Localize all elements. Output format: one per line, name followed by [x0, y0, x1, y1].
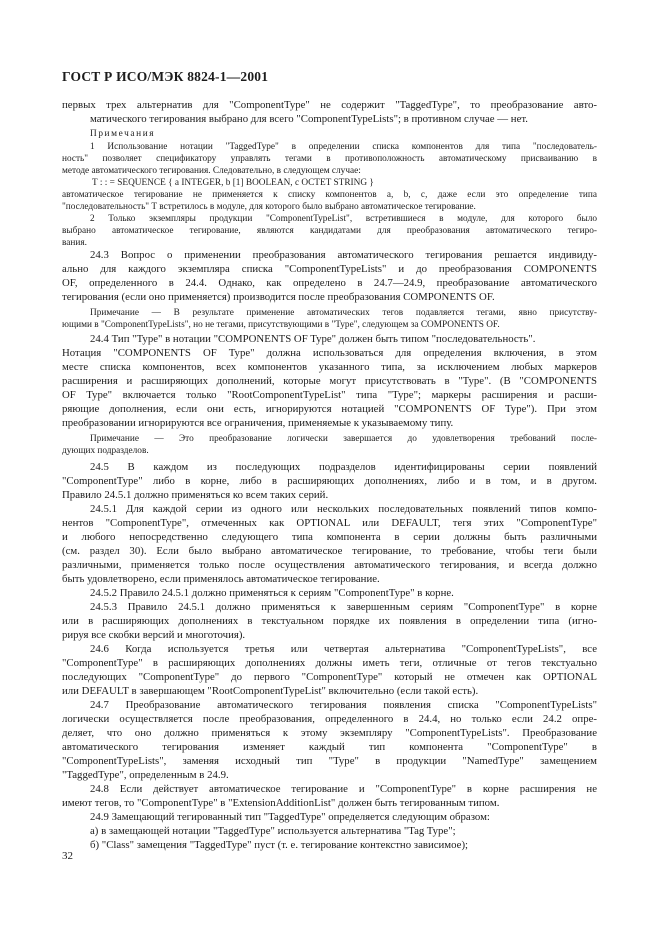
note-line: 2 Только экземпляры продукции "ComponentTypeList", встретившиеся в модуле, для которого было — [90, 214, 597, 224]
text-line: 24.5.1 Для каждой серии из одного или нескольких последовательных появлений типов компо- — [90, 503, 597, 515]
text-line: тегирования (если оно применяется) производится после преобразования COMPONENTS OF. — [62, 291, 495, 303]
text-line: нентов "ComponentType", отмеченных как OPTIONAL или DEFAULT, тегя этих "ComponentType" — [62, 517, 597, 529]
text-line: имеют тегов, то "ComponentType" в "ExtensionAdditionList" должен быть тегированным типом. — [62, 797, 500, 809]
text-line: 24.7 Преобразование автоматического тегирования появления списка "ComponentTypeLists" — [90, 699, 597, 711]
text-line: деляет, что оно должно применяться к этому экземпляру "ComponentTypeLists". Преобразование — [62, 727, 597, 739]
note-line: 1 Использование нотации "TaggedType" в определении списка компонентов для типа "последователь- — [90, 142, 597, 152]
text-line: 24.5 В каждом из последующих подразделов идентифицированы серии появлений — [90, 461, 597, 473]
text-line: "ComponentType" либо в корне, либо в расширяющих дополнениях, либо и в том, и в другом. — [62, 475, 597, 487]
list-item: б) "Class" замещения "TaggedType" пуст (т. е. тегирование контекстно зависимое); — [90, 839, 469, 851]
text-line: рируя все скобки версий и многоточия). — [62, 629, 246, 641]
text-line: 24.4 Тип "Type" в нотации "COMPONENTS OF Type" должен быть типом "последовательность". — [90, 333, 536, 345]
text-line: расширения и расширяющих дополнений, которые могут присутствовать в "Type". (В "COMPONENTS — [62, 375, 597, 387]
note-line: вания. — [62, 238, 87, 248]
text-line: "ComponentTypeLists", заменяя исходный тип "Type" в продукции "NamedType" замещением — [62, 755, 597, 767]
text-line: или в расширяющих дополнениях в текстуальном порядке их появления в определении типа (игно- — [62, 615, 597, 627]
text-line: (см. раздел 30). Если было выбрано автоматическое тегирование, то требование, чтобы теги были — [62, 545, 597, 557]
note-line: дующих подразделов. — [62, 446, 149, 456]
text-line: месте списка компонентов, всех компонентов указанного типа, за исключением любых маркеров — [62, 361, 597, 373]
note-line: методе автоматического тегирования. Следовательно, в следующем случае: — [62, 166, 361, 176]
text-line: автоматического тегирования изменяет каждый тип компонента "ComponentType" в — [62, 741, 597, 753]
text-line: первых трех альтернатив для "ComponentType" не содержит "TaggedType", то преобразование авто- — [62, 99, 597, 111]
text-line: ально для каждого экземпляра списка "ComponentTypeLists" и до преобразования COMPONENTS — [62, 263, 597, 275]
text-line: или DEFAULT в завершающем "RootComponentTypeList" включительно (если такой есть). — [62, 685, 479, 697]
text-line: 24.8 Если действует автоматическое тегирование и "ComponentType" в корне расширения не — [90, 783, 597, 795]
text-line: матического тегирования выбрано для всего "ComponentTypeLists"; в противном случае — нет. — [90, 113, 528, 125]
text-line: 24.5.3 Правило 24.5.1 должно применяться к завершенным сериям "ComponentType" в корне — [90, 601, 597, 613]
note-line: ющими в "ComponentTypeLists", но не тегами, присутствующими в "Type", следующем за COMPONENTS OF. — [62, 320, 500, 330]
text-line: OF Type" включается только "RootComponentTypeList" типа "Type"; маркеры расширения и расши- — [62, 389, 597, 401]
note-line: Примечание — В результате применение автоматических тегов подавляется тегами, явно присутству- — [90, 308, 597, 318]
notes-heading: Примечания — [90, 129, 156, 139]
text-line: Нотация "COMPONENTS OF Type" должна использоваться для определения включения, в этом — [62, 347, 597, 359]
note-line: ность" позволяет спецификатору управлять тегами в противоположность автоматическому присваиванию в — [62, 154, 597, 164]
list-item: а) в замещающей нотации "TaggedType" используется альтернатива "Tag Type"; — [90, 825, 456, 837]
text-line: OF, определенного в 24.4. Однако, как определено в 24.7—24.9, преобразование автоматического — [62, 277, 597, 289]
note-line: "последовательность" T встретилось в модуле, для которого было выбрано автоматическое тегирование. — [62, 202, 476, 212]
text-line: ряющие дополнения, если они есть, игнорируются нотацией "COMPONENTS OF Type"). При этом — [62, 403, 597, 415]
text-line: "TaggedType", определенным в 24.9. — [62, 769, 229, 781]
note-line: выбрано автоматическое тегирование, являются кандидатами для преобразования автоматического тегиро- — [62, 226, 597, 236]
text-line: 24.9 Замещающий тегированный тип "TaggedType" определяется следующим образом: — [90, 811, 490, 823]
text-line: преобразовании игнорируются все ограничения, применяемые к указываемому типу. — [62, 417, 454, 429]
text-line: последующих "ComponentType" до первого "ComponentType" который не отмечен как OPTIONAL — [62, 671, 597, 683]
text-line: различными, применяется только после осуществления автоматического тегирования, и всегда должно — [62, 559, 597, 571]
note-line: Примечание — Это преобразование логически завершается до удовлетворения требований после- — [90, 434, 597, 444]
text-line: и любого непосредственно следующего типа компонента в серии должны быть различными — [62, 531, 597, 543]
page-number: 32 — [62, 850, 73, 862]
text-line: Правило 24.5.1 должно применяться ко всем таких серий. — [62, 489, 329, 501]
note-line: автоматическое тегирование не применяется к списку компонентов a, b, c, даже если это определение типа — [62, 190, 597, 200]
text-line: логически осуществляется после преобразования, определенного в 24.4, но только если 24.2 опре- — [62, 713, 597, 725]
text-line: 24.6 Когда используется третья или четвертая альтернатива "ComponentTypeLists", все — [90, 643, 597, 655]
text-line: "ComponentType" в расширяющих дополнениях должны иметь теги, отличные от тегов текстуально — [62, 657, 597, 669]
text-line: 24.3 Вопрос о применении преобразования автоматического тегирования решается индивиду- — [90, 249, 597, 261]
text-line: 24.5.2 Правило 24.5.1 должно применяться к сериям "ComponentType" в корне. — [90, 587, 454, 599]
text-line: быть удовлетворено, если применялось автоматическое тегирование. — [62, 573, 380, 585]
page-header: ГОСТ Р ИСО/МЭК 8824-1—2001 — [62, 69, 269, 84]
asn1-formula: T : : = SEQUENCE { a INTEGER, b [1] BOOLEAN, c OCTET STRING } — [92, 178, 374, 188]
